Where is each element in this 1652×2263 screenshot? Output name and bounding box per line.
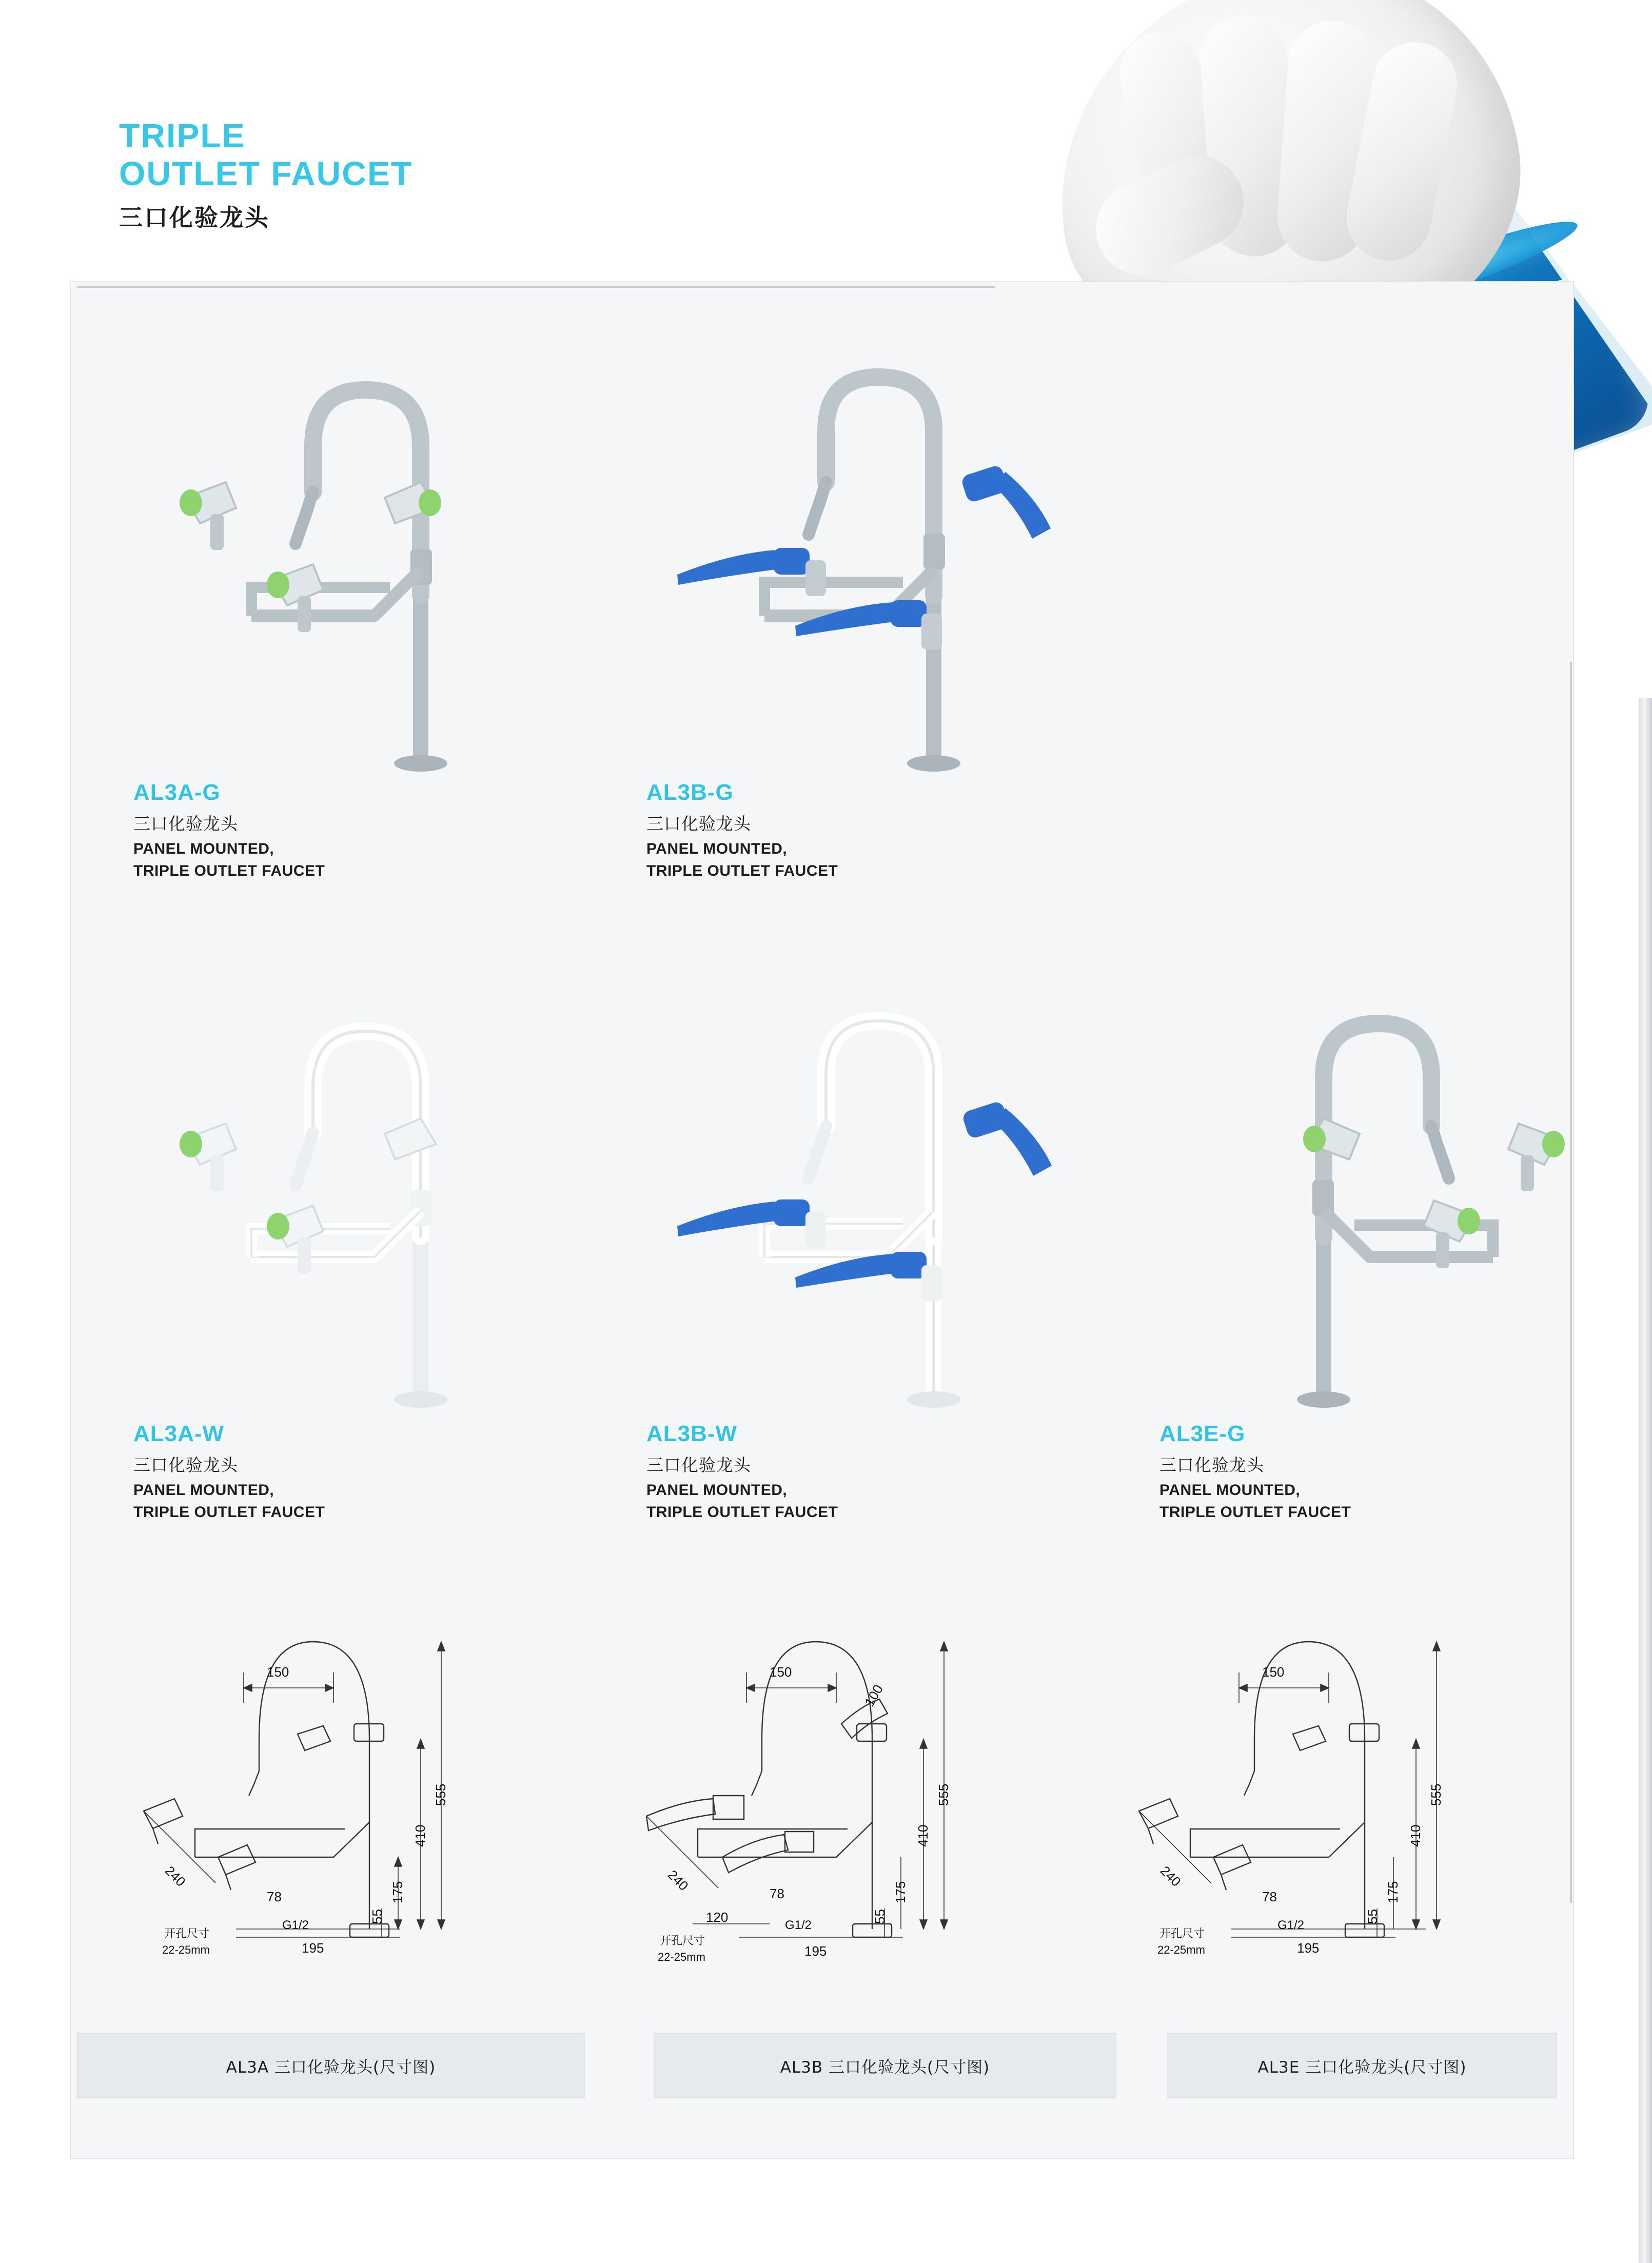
product-desc-line2: TRIPLE OUTLET FAUCET (133, 862, 325, 879)
product-desc-line2: TRIPLE OUTLET FAUCET (1159, 1503, 1351, 1521)
product-desc-line1: PANEL MOUNTED, (646, 1482, 788, 1499)
product-desc-line1: PANEL MOUNTED, (133, 840, 274, 857)
svg-text:150: 150 (267, 1664, 289, 1680)
product-card-al3a-w[interactable] (133, 970, 585, 1523)
product-image-al3a-g (133, 328, 585, 780)
product-code: AL3A-G (133, 780, 221, 805)
panel-divider-line (77, 286, 995, 288)
svg-text:55: 55 (369, 1909, 385, 1924)
svg-text:G1/2: G1/2 (785, 1918, 812, 1932)
page-title-line1: TRIPLE (119, 116, 246, 154)
page-title-block (119, 117, 683, 233)
svg-text:555: 555 (936, 1783, 951, 1806)
caption-al3e-text: AL3E 三口化验龙头(尺寸图) (1257, 2058, 1467, 2077)
product-image-al3a-w (133, 970, 585, 1421)
product-code: AL3A-W (133, 1421, 225, 1446)
svg-text:175: 175 (1385, 1881, 1401, 1903)
dimension-drawing-al3e (1108, 1570, 1570, 1980)
caption-bar (77, 2033, 1483, 2098)
svg-text:555: 555 (1428, 1783, 1444, 1806)
svg-text:175: 175 (893, 1881, 908, 1903)
svg-text:195: 195 (804, 1943, 827, 1959)
dimension-drawings-row (92, 1570, 1555, 1980)
product-desc-line2: TRIPLE OUTLET FAUCET (133, 1503, 325, 1521)
product-desc-line1: PANEL MOUNTED, (646, 840, 788, 857)
product-code: AL3E-G (1159, 1421, 1246, 1446)
product-desc-line2: TRIPLE OUTLET FAUCET (646, 1503, 838, 1521)
product-desc-line1: PANEL MOUNTED, (1159, 1482, 1301, 1499)
svg-text:开孔尺寸: 开孔尺寸 (164, 1927, 210, 1940)
svg-text:22-25mm: 22-25mm (658, 1951, 705, 1963)
page-title-line2: OUTLET FAUCET (119, 154, 413, 192)
svg-text:240: 240 (664, 1867, 692, 1894)
product-desc-line1: PANEL MOUNTED, (133, 1482, 274, 1499)
product-code: AL3B-G (646, 780, 734, 805)
product-name-cn: 三口化验龙头 (1159, 1455, 1264, 1475)
svg-text:22-25mm: 22-25mm (1157, 1943, 1205, 1956)
dimension-drawing-al3b (616, 1570, 1077, 1980)
svg-text:240: 240 (1157, 1863, 1184, 1890)
product-image-al3b-g (646, 328, 1098, 780)
svg-text:78: 78 (267, 1889, 282, 1904)
product-card-al3b-g[interactable] (646, 328, 1098, 881)
svg-text:240: 240 (162, 1863, 189, 1890)
dimension-drawing-al3a (113, 1570, 575, 1980)
svg-text:195: 195 (1297, 1940, 1320, 1956)
svg-text:22-25mm: 22-25mm (162, 1943, 210, 1956)
caption-al3a (77, 2033, 585, 2098)
svg-text:195: 195 (302, 1940, 324, 1956)
product-name-cn: 三口化验龙头 (646, 1455, 751, 1475)
product-name-cn: 三口化验龙头 (646, 814, 751, 834)
svg-text:175: 175 (390, 1881, 405, 1903)
svg-text:150: 150 (770, 1664, 792, 1680)
svg-text:150: 150 (1262, 1664, 1285, 1680)
product-card-al3e-g[interactable] (1159, 970, 1611, 1523)
svg-text:开孔尺寸: 开孔尺寸 (660, 1935, 705, 1947)
caption-al3b (654, 2033, 1116, 2098)
product-image-al3e-g (1159, 970, 1611, 1421)
page-title-chinese: 三口化验龙头 (119, 203, 270, 231)
svg-text:55: 55 (1365, 1909, 1380, 1924)
product-name-cn: 三口化验龙头 (133, 814, 238, 834)
caption-al3a-text: AL3A 三口化验龙头(尺寸图) (226, 2058, 436, 2077)
product-image-al3b-w (646, 970, 1098, 1421)
svg-text:G1/2: G1/2 (282, 1918, 309, 1932)
product-desc-line2: TRIPLE OUTLET FAUCET (646, 862, 838, 879)
caption-al3b-text: AL3B 三口化验龙头(尺寸图) (780, 2058, 990, 2077)
svg-text:410: 410 (1408, 1824, 1423, 1847)
svg-text:120: 120 (706, 1910, 729, 1925)
svg-text:78: 78 (770, 1886, 784, 1901)
product-card-al3a-g[interactable] (133, 328, 585, 881)
svg-text:410: 410 (915, 1824, 931, 1847)
svg-text:55: 55 (872, 1909, 888, 1924)
product-card-al3b-w[interactable] (646, 970, 1098, 1523)
svg-text:G1/2: G1/2 (1277, 1918, 1305, 1932)
svg-text:78: 78 (1262, 1889, 1277, 1904)
caption-al3e (1167, 2033, 1557, 2098)
svg-text:555: 555 (433, 1783, 448, 1806)
product-name-cn: 三口化验龙头 (133, 1455, 238, 1475)
svg-text:410: 410 (412, 1824, 428, 1847)
svg-text:开孔尺寸: 开孔尺寸 (1159, 1927, 1205, 1940)
product-code: AL3B-W (646, 1421, 738, 1446)
svg-text:100: 100 (861, 1682, 886, 1709)
